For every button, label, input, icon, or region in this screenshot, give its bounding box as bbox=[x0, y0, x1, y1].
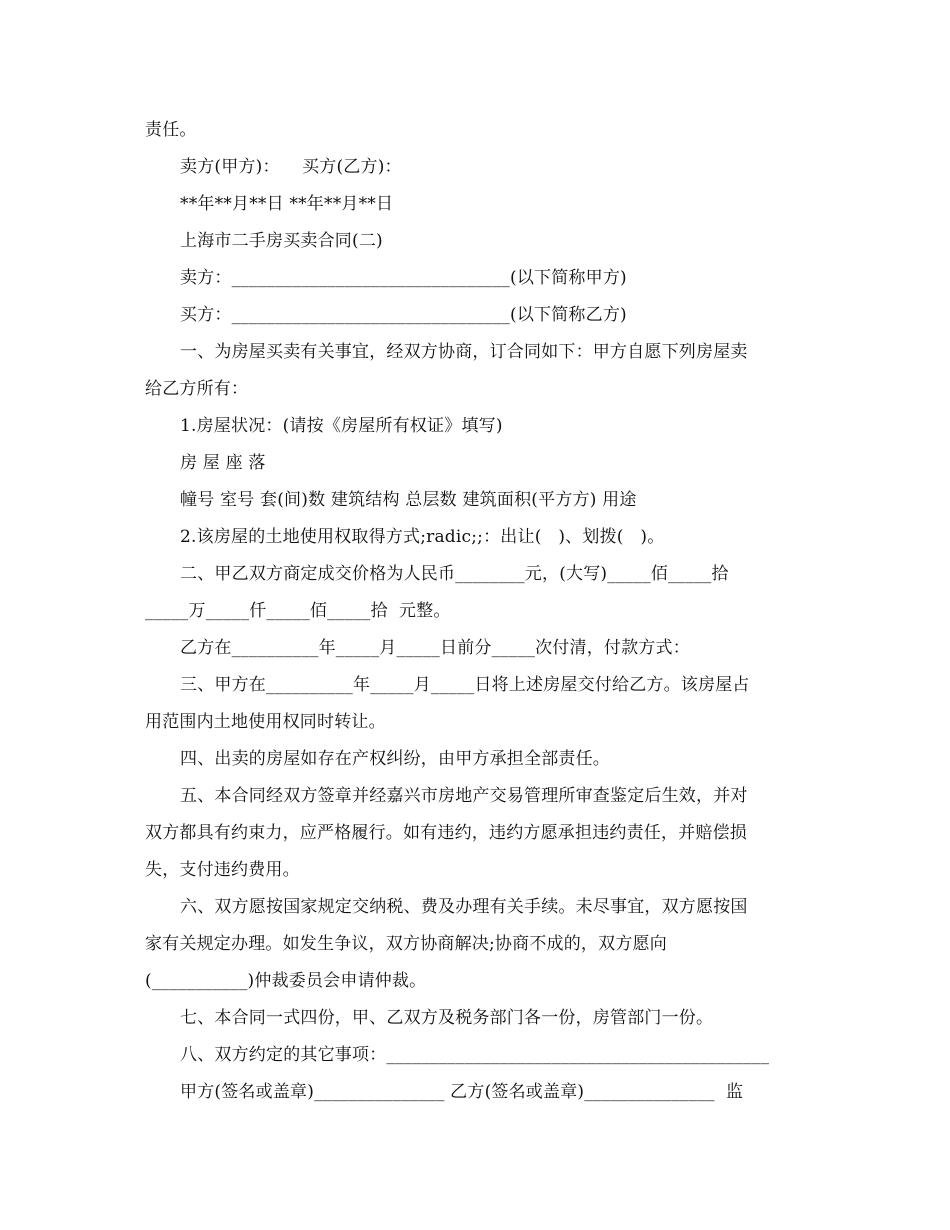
text-line: 二、甲乙双方商定成交价格为人民币________元，(大写)_____佰_____拾 bbox=[180, 564, 729, 584]
text-line: 乙方在__________年_____月_____日前分_____次付清，付款方式： bbox=[180, 638, 690, 658]
text-line: 家有关规定办理。如发生争议，双方协商解决;协商不成的，双方愿向 bbox=[145, 934, 667, 954]
text-line: 2.该房屋的土地使用权取得方式;radic;;：出让( )、划拨( )。 bbox=[180, 527, 665, 547]
text-line: 五、本合同经双方签章并经嘉兴市房地产交易管理所审查鉴定后生效，并对 bbox=[180, 786, 748, 806]
text-line: 责任。 bbox=[145, 120, 197, 140]
text-line: 双方都具有约束力，应严格履行。如有违约，违约方愿承担违约责任，并赔偿损 bbox=[145, 823, 747, 843]
seller-field: 卖方：________________________________(以下简称甲方) bbox=[180, 268, 627, 288]
text-line: **年**月**日 **年**月**日 bbox=[180, 194, 394, 214]
signature-line: 甲方(签名或盖章)_______________ 乙方(签名或盖章)_______________ 监 bbox=[180, 1082, 744, 1102]
text-line: 失，支付违约费用。 bbox=[145, 860, 300, 880]
text-line: 一、为房屋买卖有关事宜，经双方协商，订合同如下：甲方自愿下列房屋卖 bbox=[180, 342, 748, 362]
text-line: _____万_____仟_____佰_____拾 元整。 bbox=[145, 601, 451, 621]
text-line: (___________)仲裁委员会申请仲裁。 bbox=[145, 971, 427, 991]
text-line: 八、双方约定的其它事项：____________________________________________ bbox=[180, 1045, 770, 1065]
buyer-field: 买方：________________________________(以下简称乙方) bbox=[180, 305, 627, 325]
text-line: 卖方(甲方)： 买方(乙方)： bbox=[180, 157, 402, 177]
text-line: 给乙方所有： bbox=[145, 379, 249, 399]
text-line: 用范围内土地使用权同时转让。 bbox=[145, 712, 386, 732]
text-line: 房 屋 座 落 bbox=[180, 453, 266, 473]
text-line: 四、出卖的房屋如存在产权纠纷，由甲方承担全部责任。 bbox=[180, 749, 610, 769]
text-line: 1.房屋状况：(请按《房屋所有权证》填写) bbox=[180, 416, 503, 436]
text-line: 幢号 室号 套(间)数 建筑结构 总层数 建筑面积(平方方) 用途 bbox=[180, 490, 637, 510]
text-line: 六、双方愿按国家规定交纳税、费及办理有关手续。未尽事宜，双方愿按国 bbox=[180, 897, 748, 917]
text-line: 七、本合同一式四份，甲、乙双方及税务部门各一份，房管部门一份。 bbox=[180, 1008, 714, 1028]
contract-title: 上海市二手房买卖合同(二) bbox=[180, 231, 383, 251]
text-line: 三、甲方在__________年_____月_____日将上述房屋交付给乙方。该房屋占 bbox=[180, 675, 750, 695]
